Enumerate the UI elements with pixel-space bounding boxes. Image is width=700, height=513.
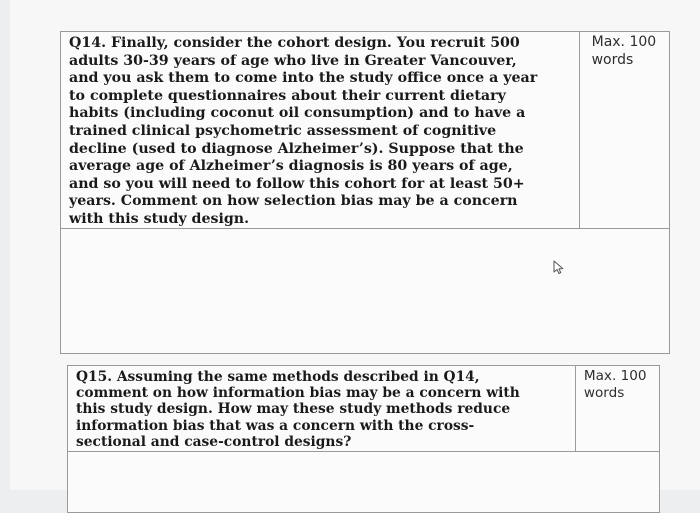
- question-15-prompt-cell: [68, 366, 576, 452]
- question-15-text: Q15. Assuming the same methods described in Q14, comment on how information bias may be a concern with this study design. How may these study methods reduce information bias that was a concern with the cross- sectional and case-control designs?: [76, 369, 520, 450]
- question-15-answer-box[interactable]: [68, 452, 660, 513]
- question-14-text: Q14. Finally, consider the cohort design. You recruit 500 adults 30-39 years of age who live in Greater Vancouver, and you ask them to come into the study office once a year to complete questionnaires about their current dietary habits (including coconut oil consumption) and to have a trained clinical psychometric assessment of cognitive decline (used to diagnose Alzheimer’s). Suppose that the average age of Alzheimer’s diagnosis is 80 years of age, and so you will need to follow this cohort for at least 50+ years. Comment on how selection bias may be a concern with this study design.: [69, 35, 538, 227]
- question-14-table: [60, 31, 670, 354]
- question-14-prompt-cell: [61, 32, 580, 229]
- question-15-word-limit: Max. 100 words: [583, 368, 647, 401]
- question-14-word-limit: Max. 100 words: [591, 34, 657, 68]
- mouse-pointer-icon: [552, 259, 566, 275]
- question-14-limit-cell: [579, 32, 669, 229]
- question-15-table: [67, 365, 660, 513]
- question-14-answer-box[interactable]: [61, 229, 670, 354]
- question-15-limit-cell: [575, 366, 659, 452]
